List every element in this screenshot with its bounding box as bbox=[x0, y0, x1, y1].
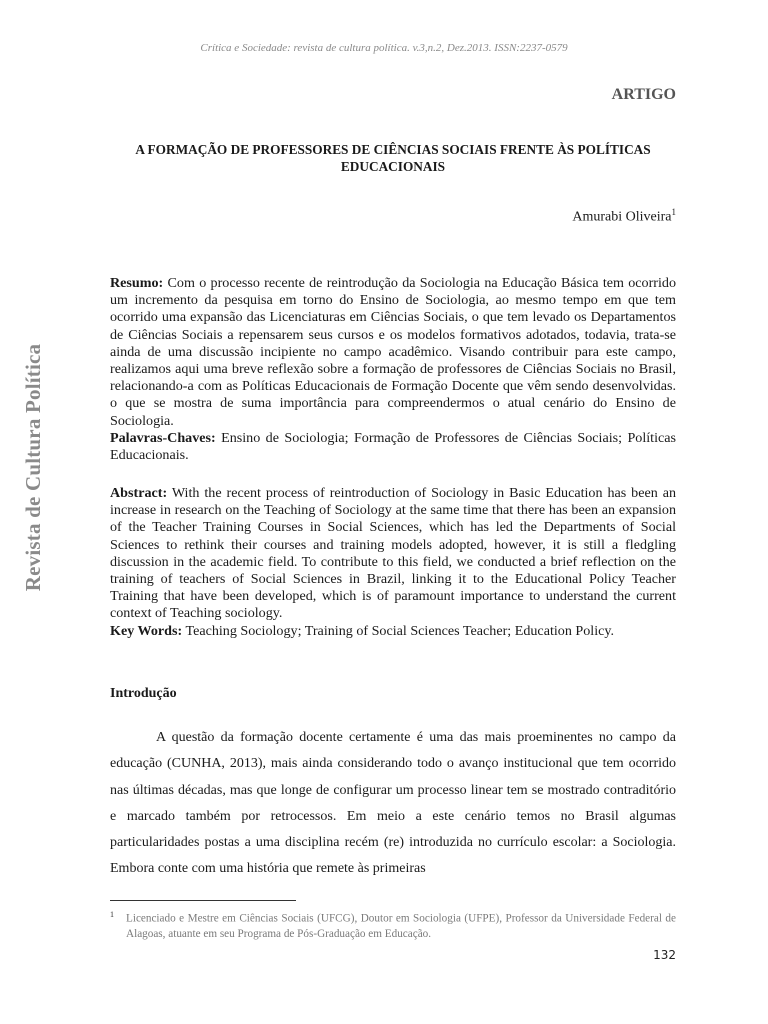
abstract-english bbox=[110, 485, 676, 640]
footnote bbox=[110, 907, 676, 942]
footnote-text: Licenciado e Mestre em Ciências Sociais (UFCG), Doutor em Sociologia (UFPE), Professor da Universidade Federal de Alagoas, atuante em seu Programa de Pós-Graduação em Educação. bbox=[126, 912, 676, 940]
keywords-en-text: Teaching Sociology; Training of Social Sciences Teacher; Education Policy. bbox=[182, 622, 615, 639]
author bbox=[572, 207, 676, 226]
abstract-portuguese bbox=[110, 275, 676, 464]
keywords-pt-text: Ensino de Sociologia; Formação de Professores de Ciências Sociais; Políticas Educacionais. bbox=[110, 429, 676, 464]
keywords-en-label: Key Words: bbox=[110, 622, 183, 639]
footnote-divider bbox=[110, 900, 296, 901]
author-footnote-marker: 1 bbox=[671, 207, 676, 217]
abstract-en-text: With the recent process of reintroduction of Sociology in Basic Education has been an increase in research on the Teaching of Sociology at the same time that there has been an expansion of the Teacher Training Courses in Social Sciences, which has led the Departments of Social Sciences to rethink their courses and training models adopted, however, it is still a fledgling discussion in the academic field. To contribute to this field, we conducted a brief reflection on the training of teachers of Social Sciences in Brazil, linking it to the Educational Policy Teacher Training that have been developed, which is of paramount importance to understand the current context of Teaching sociology. bbox=[110, 485, 676, 622]
intro-heading: Introdução bbox=[110, 686, 177, 701]
abstract-en-paragraph bbox=[110, 485, 676, 623]
abstract-en-label: Abstract: bbox=[110, 485, 168, 501]
article-title: A FORMAÇÃO DE PROFESSORES DE CIÊNCIAS SOCIAIS FRENTE ÀS POLÍTICAS EDUCACIONAIS bbox=[135, 142, 651, 174]
keywords-pt-paragraph bbox=[110, 430, 676, 464]
abstract-pt-label: Resumo: bbox=[110, 275, 164, 291]
side-title bbox=[20, 340, 48, 595]
journal-header: Crítica e Sociedade: revista de cultura política. v.3,n.2, Dez.2013. ISSN:2237-0579 bbox=[200, 42, 568, 54]
abstract-pt-paragraph bbox=[110, 275, 676, 430]
footnote-marker: 1 bbox=[110, 910, 114, 919]
abstract-pt-text: Com o processo recente de reintrodução da Sociologia na Educação Básica tem ocorrido um incremento da pesquisa em torno do Ensino de Sociologia, ao mesmo tempo em que tem ocorrido uma expansão das Licenciaturas em Ciências Sociais, o que tem levado os Departamentos de Ciências Sociais a repensarem seus cursos e os modelos formativos adotados, todavia, trata-se ainda de uma discussão incipiente no campo acadêmico. Visando contribuir para este campo, realizamos aqui uma breve reflexão sobre a formação de professores de Ciências Sociais no Brasil, relacionando-a com as Políticas Educacionais de Formação Docente que vêm sendo desenvolvidas. o que se mostra de suma importância para compreendermos o atual cenário do Ensino de Sociologia. bbox=[110, 275, 676, 429]
keywords-pt-label: Palavras-Chaves: bbox=[110, 429, 216, 446]
intro-paragraph: A questão da formação docente certamente é uma das mais proeminentes no campo da educação (CUNHA, 2013), mais ainda considerando todo o avanço institucional que tem ocorrido nas últimas décadas, mas que longe de configurar um processo linear tem se mostrado contraditório e marcado também por retrocessos. Em meio a este cenário temos no Brasil algumas particularidades postas a uma disciplina recém (re) introduzida no currículo escolar: a Sociologia. Embora conte com uma história que remete às primeiras bbox=[110, 730, 676, 877]
section-tag: ARTIGO bbox=[611, 86, 676, 103]
author-name: Amurabi Oliveira bbox=[572, 209, 672, 225]
keywords-en-paragraph bbox=[110, 623, 676, 640]
page-number: 132 bbox=[653, 948, 676, 962]
side-title-text: Revista de Cultura Política bbox=[21, 343, 46, 592]
